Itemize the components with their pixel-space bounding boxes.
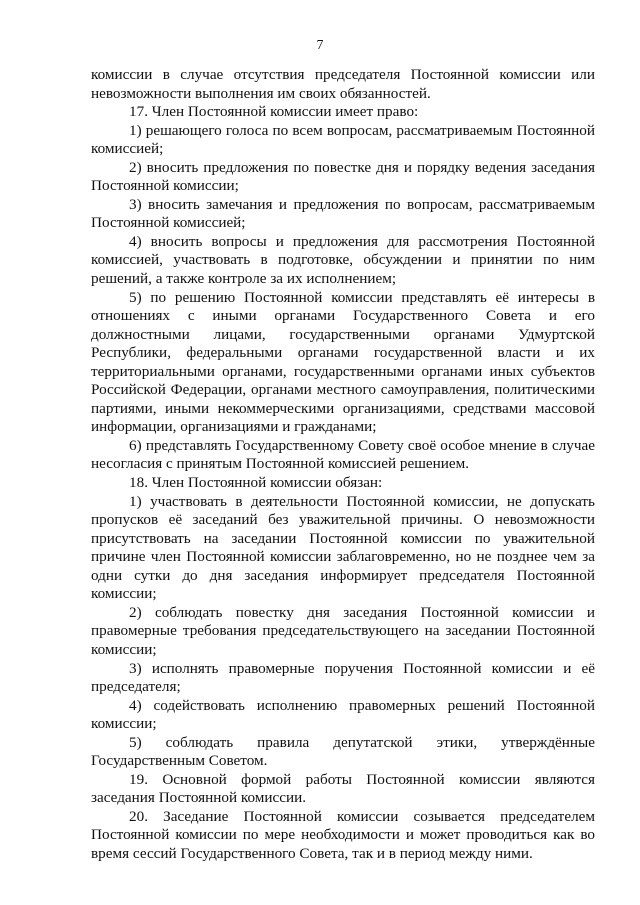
paragraph: 3) вносить замечания и предложения по вопросам, рассматриваемым Постоянной комиссией; — [91, 195, 595, 232]
paragraph: 3) исполнять правомерные поручения Постоянной комиссии и её председателя; — [91, 659, 595, 696]
paragraph: 2) вносить предложения по повестке дня и порядку ведения заседания Постоянной комиссии; — [91, 158, 595, 195]
page-number: 7 — [316, 37, 324, 52]
document-body — [91, 66, 595, 864]
paragraph: 17. Член Постоянной комиссии имеет право: — [129, 103, 419, 121]
paragraph: комиссии в случае отсутствия председателя Постоянной комиссии или невозможности выполнения им своих обязанностей. — [91, 66, 595, 102]
paragraph: 5) по решению Постоянной комиссии представлять её интересы в отношениях с иными органами Государственного Совета и его должностными лицами, государственными органами Удмуртской Республики, федеральными органами государственной власти и их территориальными органами, государственными органами иных субъектов Российской Федерации, органами местного самоуправления, политическими партиями, иными некоммерческими организациями, средствами массовой информации, организациями и гражданами; — [91, 288, 595, 436]
paragraph: 6) представлять Государственному Совету своё особое мнение в случае несогласия с принятым Постоянной комиссией решением. — [91, 436, 595, 473]
paragraph: 1) решающего голоса по всем вопросам, рассматриваемым Постоянной комиссией; — [91, 121, 595, 158]
paragraph: 19. Основной формой работы Постоянной комиссии являются заседания Постоянной комиссии. — [91, 770, 595, 807]
paragraph: 18. Член Постоянной комиссии обязан: — [129, 474, 383, 492]
paragraph: 20. Заседание Постоянной комиссии созывается председателем Постоянной комиссии по мере необходимости и может проводиться как во время сессий Государственного Совета, так и в период между ними. — [91, 807, 595, 862]
paragraph: 1) участвовать в деятельности Постоянной комиссии, не допускать пропусков её заседаний без уважительной причины. О невозможности присутствовать на заседании Постоянной комиссии по уважительной причине член Постоянной комиссии заблаговременно, но не позднее чем за одни сутки до дня заседания информирует председателя Постоянной комиссии; — [91, 492, 595, 603]
paragraph: 2) соблюдать повестку дня заседания Постоянной комиссии и правомерные требования председательствующего на заседании Постоянной комиссии; — [91, 603, 595, 658]
paragraph: 4) содействовать исполнению правомерных решений Постоянной комиссии; — [91, 696, 595, 733]
paragraph: 5) соблюдать правила депутатской этики, утверждённые Государственным Советом. — [91, 733, 595, 770]
paragraph: 4) вносить вопросы и предложения для рассмотрения Постоянной комиссией, участвовать в подготовке, обсуждении и принятии по ним решений, а также контроле за их исполнением; — [91, 232, 595, 288]
